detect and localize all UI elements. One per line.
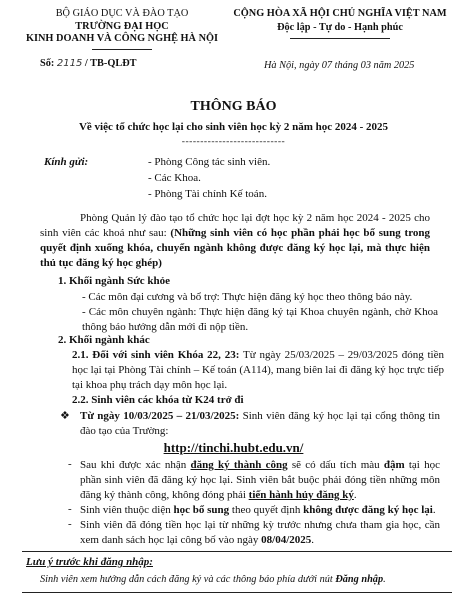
recipients-label: Kính gửi: [44, 156, 89, 168]
bullet-previous-payments [80, 518, 440, 548]
section2-heading: 2. Khối ngành khác [58, 334, 150, 346]
document-title: THÔNG BÁO [190, 99, 277, 114]
bullet-marker: - [68, 518, 72, 530]
bullet-emphasis: đăng ký thành công [190, 459, 288, 471]
note-bottom-rule [22, 592, 452, 593]
intro-text: Phòng Quản lý đào tạo tổ chức học lại đợt học kỳ 2 năm học 2024 - 2025 cho sinh viên các khoá như sau: [40, 212, 430, 239]
period-text: Sinh viên đăng ký học lại tại cổng thông tin đào tạo của Trường: [80, 410, 440, 437]
section2-2-heading: 2.2. Sinh viên các khóa từ K24 trở đi [72, 394, 244, 406]
bullet-text: . [311, 534, 315, 546]
document-date: Hà Nội, ngày 07 tháng 03 năm 2025 [264, 60, 415, 71]
bullet-emphasis: đậm [383, 459, 405, 471]
doc-number-prefix: Số: [40, 58, 55, 69]
bullet-text: sẽ có dấu tích màu [287, 459, 384, 471]
bullet-supplementary-study [80, 503, 446, 518]
recipient-item: - Phòng Tài chính Kế toán. [148, 188, 267, 200]
portal-link[interactable]: http://tinchi.hubt.edu.vn/ [163, 440, 304, 455]
document-subject: Về việc tổ chức học lại cho sinh viên học kỳ 2 năm học 2024 - 2025 [78, 121, 389, 133]
recipient-item: - Các Khoa. [148, 172, 201, 184]
ministry-name: BỘ GIÁO DỤC VÀ ĐÀO TẠO [55, 8, 189, 19]
period-dates: Từ ngày 10/03/2025 – 21/03/2025: [80, 410, 240, 422]
document-number [40, 58, 137, 69]
note-label: Lưu ý trước khi đăng nhập: [26, 556, 153, 568]
login-emphasis: Đăng nhập [335, 574, 384, 585]
university-name-line1: TRƯỜNG ĐẠI HỌC [75, 21, 169, 32]
doc-number-suffix: / TB-QLĐT [84, 58, 137, 69]
bullet-emphasis: 08/04/2025 [261, 534, 312, 546]
header-right-divider [290, 38, 390, 39]
intro-bold-text: (Những sinh viên có học phần phải học bổ sung trong quyết định xuống khóa, chuyển ngành không được đăng ký học lại, mà thực hiện thủ tục đăng ký học ghép) [40, 227, 430, 269]
bullet-text: Sinh viên đã đóng tiền học lại từ những kỳ trước nhưng chưa tham gia học, cần xem danh sách học lại công bố vào ngày [80, 519, 440, 546]
subject-rule: ---------------------------- [181, 136, 286, 147]
bullet-emphasis: tiến hành hủy đăng ký [248, 489, 354, 501]
national-motto: Độc lập - Tự do - Hạnh phúc [277, 22, 403, 33]
section2-1-label: 2.1. Đối với sinh viên Khóa 22, 23: [72, 349, 240, 361]
note-top-rule [22, 551, 452, 552]
bullet-marker: - [68, 458, 72, 470]
period-paragraph [80, 409, 440, 439]
bullet-emphasis: học bổ sung [173, 504, 230, 516]
section1-item: - Các môn chuyên ngành: Thực hiện đăng ký tại Khoa chuyên ngành, chờ Khoa thông báo hướng dẫn mới đi nộp tiền. [82, 306, 438, 333]
bullet-registration-success [80, 458, 440, 503]
bullet-text: . [432, 504, 436, 516]
note-text-part: Sinh viên xem hướng dẫn cách đăng ký và các thông báo phía dưới nút [40, 574, 336, 585]
note-text [40, 574, 386, 585]
note-text-part: . [383, 574, 386, 585]
university-name-line2: KINH DOANH VÀ CÔNG NGHỆ HÀ NỘI [25, 33, 219, 44]
doc-number-handwritten: 2115 [56, 58, 83, 69]
bullet-emphasis: không được đăng ký học lại [303, 504, 433, 516]
section2-1-text: Từ ngày 25/03/2025 – 29/03/2025 đóng tiền học lại tại Phòng Tài chính – Kế toán (A114), mang biên lai đi đăng ký học trực tiếp tại khoa phụ trách dạy môn học lại. [72, 349, 444, 391]
republic-name: CỘNG HÒA XÃ HỘI CHỦ NGHĨA VIỆT NAM [233, 8, 447, 19]
section1-heading: 1. Khối ngành Sức khỏe [58, 275, 171, 287]
bullet-text: Sinh viên thuộc diện [80, 504, 174, 516]
bullet-text: . [353, 489, 357, 501]
diamond-bullet-icon: ❖ [60, 410, 70, 422]
bullet-marker: - [68, 503, 72, 515]
intro-paragraph [40, 211, 430, 271]
bullet-text: tại học phần sinh viên đã đăng ký học lại. Sinh viên bắt buộc phải đóng tiền những môn đăng ký thành công, không đóng phải [80, 459, 440, 501]
section1-item: - Các môn đại cương và bổ trợ: Thực hiện đăng ký học theo thông báo này. [82, 291, 413, 303]
section2-1-paragraph [72, 348, 444, 393]
header-left-divider [92, 49, 152, 50]
recipient-item: - Phòng Công tác sinh viên. [148, 156, 271, 168]
bullet-text: theo quyết định [229, 504, 304, 516]
bullet-text: Sau khi được xác nhận [80, 459, 191, 471]
